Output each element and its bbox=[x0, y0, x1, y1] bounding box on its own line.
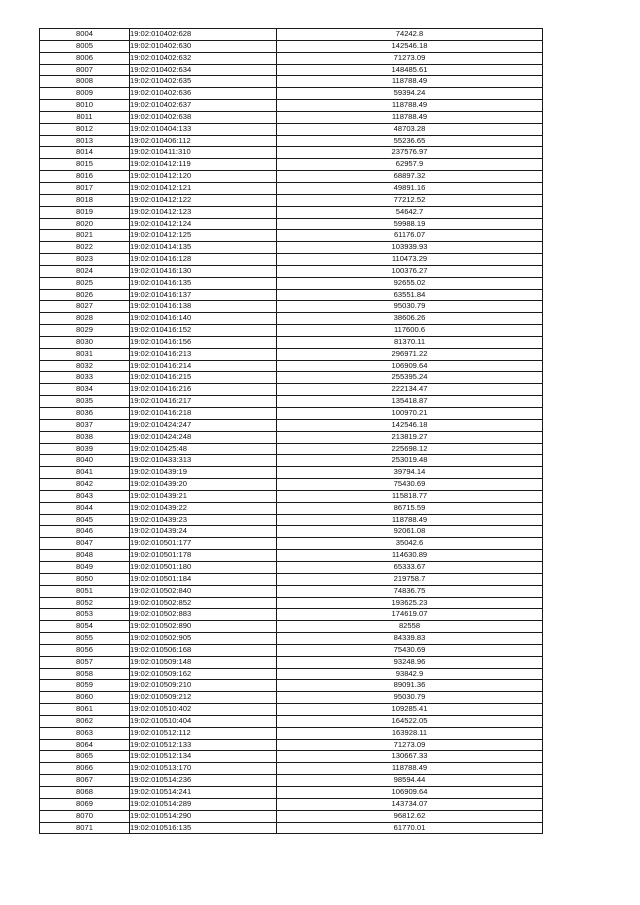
row-number-cell: 8066 bbox=[40, 763, 130, 775]
cadastral-number-cell: 19:02:010512:133 bbox=[130, 739, 277, 751]
value-cell: 61770.01 bbox=[277, 822, 543, 834]
row-number-cell: 8022 bbox=[40, 242, 130, 254]
cadastral-number-cell: 19:02:010424:247 bbox=[130, 419, 277, 431]
table-row bbox=[40, 502, 543, 514]
value-cell: 130667.33 bbox=[277, 751, 543, 763]
row-number-cell: 8033 bbox=[40, 372, 130, 384]
table-row bbox=[40, 573, 543, 585]
cadastral-number-cell: 19:02:010510:402 bbox=[130, 704, 277, 716]
table-row bbox=[40, 265, 543, 277]
cadastral-number-cell: 19:02:010416:216 bbox=[130, 384, 277, 396]
value-cell: 118788.49 bbox=[277, 76, 543, 88]
table-row bbox=[40, 550, 543, 562]
cadastral-number-cell: 19:02:010501:178 bbox=[130, 550, 277, 562]
value-cell: 38606.26 bbox=[277, 313, 543, 325]
table-row bbox=[40, 76, 543, 88]
row-number-cell: 8039 bbox=[40, 443, 130, 455]
cadastral-number-cell: 19:02:010509:212 bbox=[130, 692, 277, 704]
cadastral-number-cell: 19:02:010412:119 bbox=[130, 159, 277, 171]
cadastral-number-cell: 19:02:010439:24 bbox=[130, 526, 277, 538]
table-row bbox=[40, 171, 543, 183]
table-row bbox=[40, 194, 543, 206]
cadastral-number-cell: 19:02:010514:289 bbox=[130, 798, 277, 810]
table-row bbox=[40, 206, 543, 218]
row-number-cell: 8068 bbox=[40, 787, 130, 799]
row-number-cell: 8050 bbox=[40, 573, 130, 585]
row-number-cell: 8011 bbox=[40, 111, 130, 123]
cadastral-number-cell: 19:02:010506:168 bbox=[130, 644, 277, 656]
row-number-cell: 8010 bbox=[40, 100, 130, 112]
cadastral-number-cell: 19:02:010416:140 bbox=[130, 313, 277, 325]
table-row bbox=[40, 277, 543, 289]
table-row bbox=[40, 360, 543, 372]
row-number-cell: 8065 bbox=[40, 751, 130, 763]
value-cell: 237576.97 bbox=[277, 147, 543, 159]
cadastral-number-cell: 19:02:010412:124 bbox=[130, 218, 277, 230]
value-cell: 100376.27 bbox=[277, 265, 543, 277]
table-row bbox=[40, 621, 543, 633]
cadastral-number-cell: 19:02:010433:313 bbox=[130, 455, 277, 467]
value-cell: 39794.14 bbox=[277, 467, 543, 479]
value-cell: 174619.07 bbox=[277, 609, 543, 621]
value-cell: 109285.41 bbox=[277, 704, 543, 716]
cadastral-number-cell: 19:02:010416:138 bbox=[130, 301, 277, 313]
cadastral-number-cell: 19:02:010509:162 bbox=[130, 668, 277, 680]
row-number-cell: 8069 bbox=[40, 798, 130, 810]
row-number-cell: 8051 bbox=[40, 585, 130, 597]
row-number-cell: 8018 bbox=[40, 194, 130, 206]
value-cell: 81370.11 bbox=[277, 336, 543, 348]
table-row bbox=[40, 443, 543, 455]
value-cell: 59988.19 bbox=[277, 218, 543, 230]
value-cell: 71273.09 bbox=[277, 52, 543, 64]
value-cell: 117600.6 bbox=[277, 325, 543, 337]
cadastral-number-cell: 19:02:010513:170 bbox=[130, 763, 277, 775]
value-cell: 135418.87 bbox=[277, 396, 543, 408]
row-number-cell: 8012 bbox=[40, 123, 130, 135]
cadastral-number-cell: 19:02:010402:636 bbox=[130, 88, 277, 100]
table-row bbox=[40, 325, 543, 337]
row-number-cell: 8054 bbox=[40, 621, 130, 633]
row-number-cell: 8035 bbox=[40, 396, 130, 408]
cadastral-number-cell: 19:02:010416:213 bbox=[130, 348, 277, 360]
table-row bbox=[40, 218, 543, 230]
row-number-cell: 8045 bbox=[40, 514, 130, 526]
value-cell: 96812.62 bbox=[277, 810, 543, 822]
row-number-cell: 8019 bbox=[40, 206, 130, 218]
cadastral-number-cell: 19:02:010412:122 bbox=[130, 194, 277, 206]
value-cell: 35042.6 bbox=[277, 538, 543, 550]
row-number-cell: 8070 bbox=[40, 810, 130, 822]
row-number-cell: 8063 bbox=[40, 727, 130, 739]
cadastral-number-cell: 19:02:010412:123 bbox=[130, 206, 277, 218]
table-row bbox=[40, 431, 543, 443]
cadastral-number-cell: 19:02:010439:23 bbox=[130, 514, 277, 526]
table-row bbox=[40, 336, 543, 348]
table-row bbox=[40, 656, 543, 668]
cadastral-number-cell: 19:02:010416:130 bbox=[130, 265, 277, 277]
cadastral-number-cell: 19:02:010502:852 bbox=[130, 597, 277, 609]
value-cell: 106909.64 bbox=[277, 360, 543, 372]
value-cell: 59394.24 bbox=[277, 88, 543, 100]
row-number-cell: 8062 bbox=[40, 715, 130, 727]
table-row bbox=[40, 668, 543, 680]
cadastral-number-cell: 19:02:010439:21 bbox=[130, 490, 277, 502]
value-cell: 106909.64 bbox=[277, 787, 543, 799]
value-cell: 68897.32 bbox=[277, 171, 543, 183]
cadastral-number-cell: 19:02:010402:635 bbox=[130, 76, 277, 88]
cadastral-number-cell: 19:02:010501:184 bbox=[130, 573, 277, 585]
table-row bbox=[40, 538, 543, 550]
row-number-cell: 8027 bbox=[40, 301, 130, 313]
table-row bbox=[40, 182, 543, 194]
value-cell: 95030.79 bbox=[277, 301, 543, 313]
row-number-cell: 8032 bbox=[40, 360, 130, 372]
value-cell: 63551.84 bbox=[277, 289, 543, 301]
cadastral-number-cell: 19:02:010416:135 bbox=[130, 277, 277, 289]
row-number-cell: 8008 bbox=[40, 76, 130, 88]
value-cell: 75430.69 bbox=[277, 479, 543, 491]
row-number-cell: 8064 bbox=[40, 739, 130, 751]
table-row bbox=[40, 787, 543, 799]
row-number-cell: 8061 bbox=[40, 704, 130, 716]
value-cell: 82558 bbox=[277, 621, 543, 633]
value-cell: 114630.89 bbox=[277, 550, 543, 562]
table-row bbox=[40, 419, 543, 431]
row-number-cell: 8067 bbox=[40, 775, 130, 787]
table-row bbox=[40, 100, 543, 112]
cadastral-number-cell: 19:02:010439:19 bbox=[130, 467, 277, 479]
cadastral-number-cell: 19:02:010416:156 bbox=[130, 336, 277, 348]
table-row bbox=[40, 64, 543, 76]
value-cell: 61176.07 bbox=[277, 230, 543, 242]
row-number-cell: 8048 bbox=[40, 550, 130, 562]
table-row bbox=[40, 514, 543, 526]
row-number-cell: 8071 bbox=[40, 822, 130, 834]
row-number-cell: 8006 bbox=[40, 52, 130, 64]
table-row bbox=[40, 692, 543, 704]
cadastral-number-cell: 19:02:010416:214 bbox=[130, 360, 277, 372]
table-row bbox=[40, 313, 543, 325]
value-cell: 93248.96 bbox=[277, 656, 543, 668]
row-number-cell: 8007 bbox=[40, 64, 130, 76]
cadastral-number-cell: 19:02:010502:890 bbox=[130, 621, 277, 633]
value-cell: 103939.93 bbox=[277, 242, 543, 254]
row-number-cell: 8015 bbox=[40, 159, 130, 171]
value-cell: 48703.28 bbox=[277, 123, 543, 135]
table-row bbox=[40, 348, 543, 360]
table-row bbox=[40, 739, 543, 751]
value-cell: 92061.08 bbox=[277, 526, 543, 538]
cadastral-number-cell: 19:02:010412:120 bbox=[130, 171, 277, 183]
cadastral-number-cell: 19:02:010512:134 bbox=[130, 751, 277, 763]
table-row bbox=[40, 40, 543, 52]
cadastral-number-cell: 19:02:010411:310 bbox=[130, 147, 277, 159]
cadastral-number-cell: 19:02:010509:210 bbox=[130, 680, 277, 692]
table-row bbox=[40, 147, 543, 159]
table-row bbox=[40, 561, 543, 573]
row-number-cell: 8058 bbox=[40, 668, 130, 680]
table-row bbox=[40, 727, 543, 739]
value-cell: 222134.47 bbox=[277, 384, 543, 396]
row-number-cell: 8055 bbox=[40, 633, 130, 645]
row-number-cell: 8038 bbox=[40, 431, 130, 443]
value-cell: 255395.24 bbox=[277, 372, 543, 384]
value-cell: 93842.9 bbox=[277, 668, 543, 680]
value-cell: 62957.9 bbox=[277, 159, 543, 171]
table-row bbox=[40, 254, 543, 266]
cadastral-number-cell: 19:02:010402:628 bbox=[130, 29, 277, 41]
table-row bbox=[40, 763, 543, 775]
row-number-cell: 8013 bbox=[40, 135, 130, 147]
value-cell: 89091.36 bbox=[277, 680, 543, 692]
table-row bbox=[40, 597, 543, 609]
value-cell: 55236.65 bbox=[277, 135, 543, 147]
cadastral-number-cell: 19:02:010501:177 bbox=[130, 538, 277, 550]
value-cell: 110473.29 bbox=[277, 254, 543, 266]
row-number-cell: 8016 bbox=[40, 171, 130, 183]
table-row bbox=[40, 775, 543, 787]
row-number-cell: 8026 bbox=[40, 289, 130, 301]
row-number-cell: 8040 bbox=[40, 455, 130, 467]
row-number-cell: 8017 bbox=[40, 182, 130, 194]
table-row bbox=[40, 242, 543, 254]
table-row bbox=[40, 467, 543, 479]
cadastral-number-cell: 19:02:010514:290 bbox=[130, 810, 277, 822]
table-row bbox=[40, 88, 543, 100]
table-row bbox=[40, 633, 543, 645]
value-cell: 253019.48 bbox=[277, 455, 543, 467]
cadastral-number-cell: 19:02:010416:218 bbox=[130, 408, 277, 420]
row-number-cell: 8030 bbox=[40, 336, 130, 348]
value-cell: 219758.7 bbox=[277, 573, 543, 585]
cadastral-number-cell: 19:02:010402:632 bbox=[130, 52, 277, 64]
value-cell: 148485.61 bbox=[277, 64, 543, 76]
cadastral-number-cell: 19:02:010402:638 bbox=[130, 111, 277, 123]
value-cell: 213819.27 bbox=[277, 431, 543, 443]
row-number-cell: 8020 bbox=[40, 218, 130, 230]
cadastral-number-cell: 19:02:010424:248 bbox=[130, 431, 277, 443]
table-row bbox=[40, 455, 543, 467]
value-cell: 225698.12 bbox=[277, 443, 543, 455]
table-row bbox=[40, 479, 543, 491]
table-row bbox=[40, 490, 543, 502]
row-number-cell: 8057 bbox=[40, 656, 130, 668]
row-number-cell: 8041 bbox=[40, 467, 130, 479]
row-number-cell: 8031 bbox=[40, 348, 130, 360]
row-number-cell: 8053 bbox=[40, 609, 130, 621]
cadastral-number-cell: 19:02:010414:135 bbox=[130, 242, 277, 254]
cadastral-number-cell: 19:02:010402:637 bbox=[130, 100, 277, 112]
table-row bbox=[40, 289, 543, 301]
table-row bbox=[40, 230, 543, 242]
cadastral-number-cell: 19:02:010412:121 bbox=[130, 182, 277, 194]
value-cell: 95030.79 bbox=[277, 692, 543, 704]
cadastral-number-cell: 19:02:010502:905 bbox=[130, 633, 277, 645]
value-cell: 118788.49 bbox=[277, 763, 543, 775]
table-body bbox=[40, 29, 543, 834]
table-row bbox=[40, 680, 543, 692]
row-number-cell: 8037 bbox=[40, 419, 130, 431]
cadastral-number-cell: 19:02:010501:180 bbox=[130, 561, 277, 573]
value-cell: 142546.18 bbox=[277, 40, 543, 52]
cadastral-number-cell: 19:02:010425:48 bbox=[130, 443, 277, 455]
table-row bbox=[40, 609, 543, 621]
table-row bbox=[40, 29, 543, 41]
table-row bbox=[40, 159, 543, 171]
cadastral-number-cell: 19:02:010502:840 bbox=[130, 585, 277, 597]
value-cell: 115818.77 bbox=[277, 490, 543, 502]
table-row bbox=[40, 301, 543, 313]
value-cell: 74242.8 bbox=[277, 29, 543, 41]
row-number-cell: 8009 bbox=[40, 88, 130, 100]
table-row bbox=[40, 135, 543, 147]
cadastral-number-cell: 19:02:010516:135 bbox=[130, 822, 277, 834]
table-row bbox=[40, 810, 543, 822]
value-cell: 71273.09 bbox=[277, 739, 543, 751]
value-cell: 193625.23 bbox=[277, 597, 543, 609]
cadastral-number-cell: 19:02:010514:241 bbox=[130, 787, 277, 799]
cadastral-number-cell: 19:02:010439:20 bbox=[130, 479, 277, 491]
row-number-cell: 8046 bbox=[40, 526, 130, 538]
cadastral-value-table bbox=[39, 28, 543, 834]
value-cell: 86715.59 bbox=[277, 502, 543, 514]
cadastral-number-cell: 19:02:010406:112 bbox=[130, 135, 277, 147]
row-number-cell: 8052 bbox=[40, 597, 130, 609]
table-row bbox=[40, 585, 543, 597]
table-row bbox=[40, 408, 543, 420]
cadastral-number-cell: 19:02:010416:128 bbox=[130, 254, 277, 266]
row-number-cell: 8043 bbox=[40, 490, 130, 502]
row-number-cell: 8059 bbox=[40, 680, 130, 692]
table-row bbox=[40, 751, 543, 763]
cadastral-number-cell: 19:02:010416:137 bbox=[130, 289, 277, 301]
cadastral-number-cell: 19:02:010412:125 bbox=[130, 230, 277, 242]
value-cell: 163928.11 bbox=[277, 727, 543, 739]
row-number-cell: 8047 bbox=[40, 538, 130, 550]
row-number-cell: 8044 bbox=[40, 502, 130, 514]
table-row bbox=[40, 715, 543, 727]
cadastral-number-cell: 19:02:010510:404 bbox=[130, 715, 277, 727]
cadastral-number-cell: 19:02:010402:630 bbox=[130, 40, 277, 52]
table-row bbox=[40, 704, 543, 716]
value-cell: 49891.16 bbox=[277, 182, 543, 194]
cadastral-number-cell: 19:02:010402:634 bbox=[130, 64, 277, 76]
row-number-cell: 8056 bbox=[40, 644, 130, 656]
value-cell: 142546.18 bbox=[277, 419, 543, 431]
value-cell: 98594.44 bbox=[277, 775, 543, 787]
cadastral-number-cell: 19:02:010416:152 bbox=[130, 325, 277, 337]
cadastral-number-cell: 19:02:010439:22 bbox=[130, 502, 277, 514]
value-cell: 100970.21 bbox=[277, 408, 543, 420]
value-cell: 75430.69 bbox=[277, 644, 543, 656]
value-cell: 118788.49 bbox=[277, 100, 543, 112]
row-number-cell: 8023 bbox=[40, 254, 130, 266]
value-cell: 143734.07 bbox=[277, 798, 543, 810]
table-row bbox=[40, 52, 543, 64]
cadastral-number-cell: 19:02:010514:236 bbox=[130, 775, 277, 787]
row-number-cell: 8029 bbox=[40, 325, 130, 337]
row-number-cell: 8042 bbox=[40, 479, 130, 491]
row-number-cell: 8025 bbox=[40, 277, 130, 289]
table-row bbox=[40, 526, 543, 538]
value-cell: 74836.75 bbox=[277, 585, 543, 597]
row-number-cell: 8060 bbox=[40, 692, 130, 704]
table-row bbox=[40, 123, 543, 135]
value-cell: 118788.49 bbox=[277, 514, 543, 526]
row-number-cell: 8034 bbox=[40, 384, 130, 396]
table-row bbox=[40, 111, 543, 123]
cadastral-number-cell: 19:02:010509:148 bbox=[130, 656, 277, 668]
value-cell: 54642.7 bbox=[277, 206, 543, 218]
value-cell: 164522.05 bbox=[277, 715, 543, 727]
table-row bbox=[40, 384, 543, 396]
value-cell: 65333.67 bbox=[277, 561, 543, 573]
table-row bbox=[40, 396, 543, 408]
cadastral-number-cell: 19:02:010416:217 bbox=[130, 396, 277, 408]
table-row bbox=[40, 372, 543, 384]
table-row bbox=[40, 798, 543, 810]
value-cell: 84339.83 bbox=[277, 633, 543, 645]
row-number-cell: 8036 bbox=[40, 408, 130, 420]
value-cell: 296971.22 bbox=[277, 348, 543, 360]
table-row bbox=[40, 644, 543, 656]
value-cell: 92655.02 bbox=[277, 277, 543, 289]
cadastral-number-cell: 19:02:010512:112 bbox=[130, 727, 277, 739]
value-cell: 118788.49 bbox=[277, 111, 543, 123]
row-number-cell: 8028 bbox=[40, 313, 130, 325]
row-number-cell: 8049 bbox=[40, 561, 130, 573]
row-number-cell: 8024 bbox=[40, 265, 130, 277]
cadastral-number-cell: 19:02:010404:133 bbox=[130, 123, 277, 135]
cadastral-number-cell: 19:02:010502:883 bbox=[130, 609, 277, 621]
cadastral-number-cell: 19:02:010416:215 bbox=[130, 372, 277, 384]
row-number-cell: 8014 bbox=[40, 147, 130, 159]
row-number-cell: 8004 bbox=[40, 29, 130, 41]
row-number-cell: 8021 bbox=[40, 230, 130, 242]
table-row bbox=[40, 822, 543, 834]
row-number-cell: 8005 bbox=[40, 40, 130, 52]
value-cell: 77212.52 bbox=[277, 194, 543, 206]
